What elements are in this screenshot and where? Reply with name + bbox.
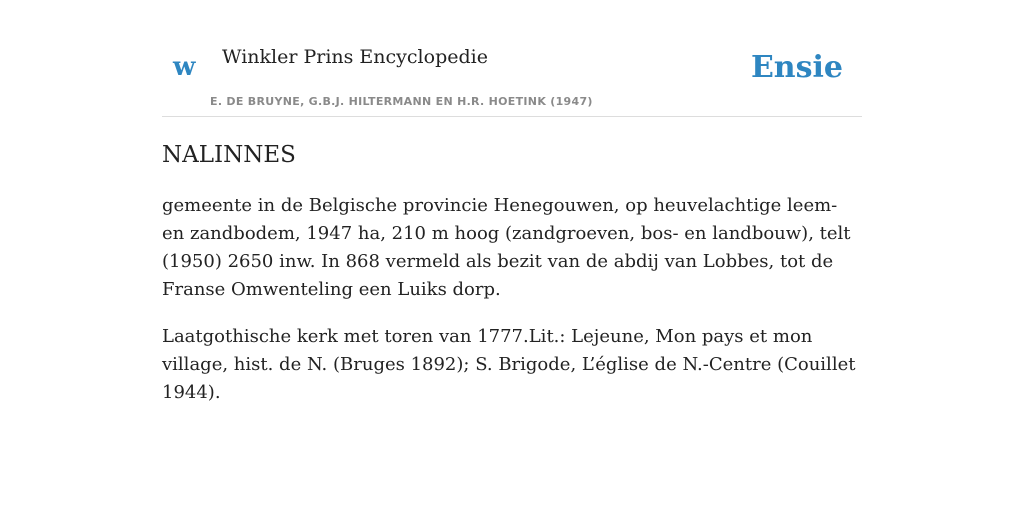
entry-title: NALINNES [162, 142, 296, 168]
page-header [162, 0, 862, 117]
article-page [162, 0, 862, 407]
book-authors: E. DE BRUYNE, G.B.J. HILTERMANN EN H.R. HOETINK (1947) [210, 95, 593, 108]
winkler-prins-logo[interactable]: w [173, 52, 196, 82]
ensie-logo[interactable]: Ensie [750, 50, 843, 85]
book-title-link[interactable]: Winkler Prins Encyclopedie [222, 46, 488, 68]
entry-paragraph: Laatgothische kerk met toren van 1777.Lit.: Lejeune, Mon pays et mon village, hist. de N. (Bruges 1892); S. Brigode, L’église de N.-Centre (Couillet 1944). [162, 325, 856, 403]
entry-paragraph: gemeente in de Belgische provincie Henegouwen, op heuvelachtige leem- en zandbodem, 1947 ha, 210 m hoog (zandgroeven, bos- en landbouw), telt (1950) 2650 inw. In 868 vermeld als bezit van de abdij van Lobbes, tot de Franse Omwenteling een Luiks dorp. [162, 194, 851, 300]
